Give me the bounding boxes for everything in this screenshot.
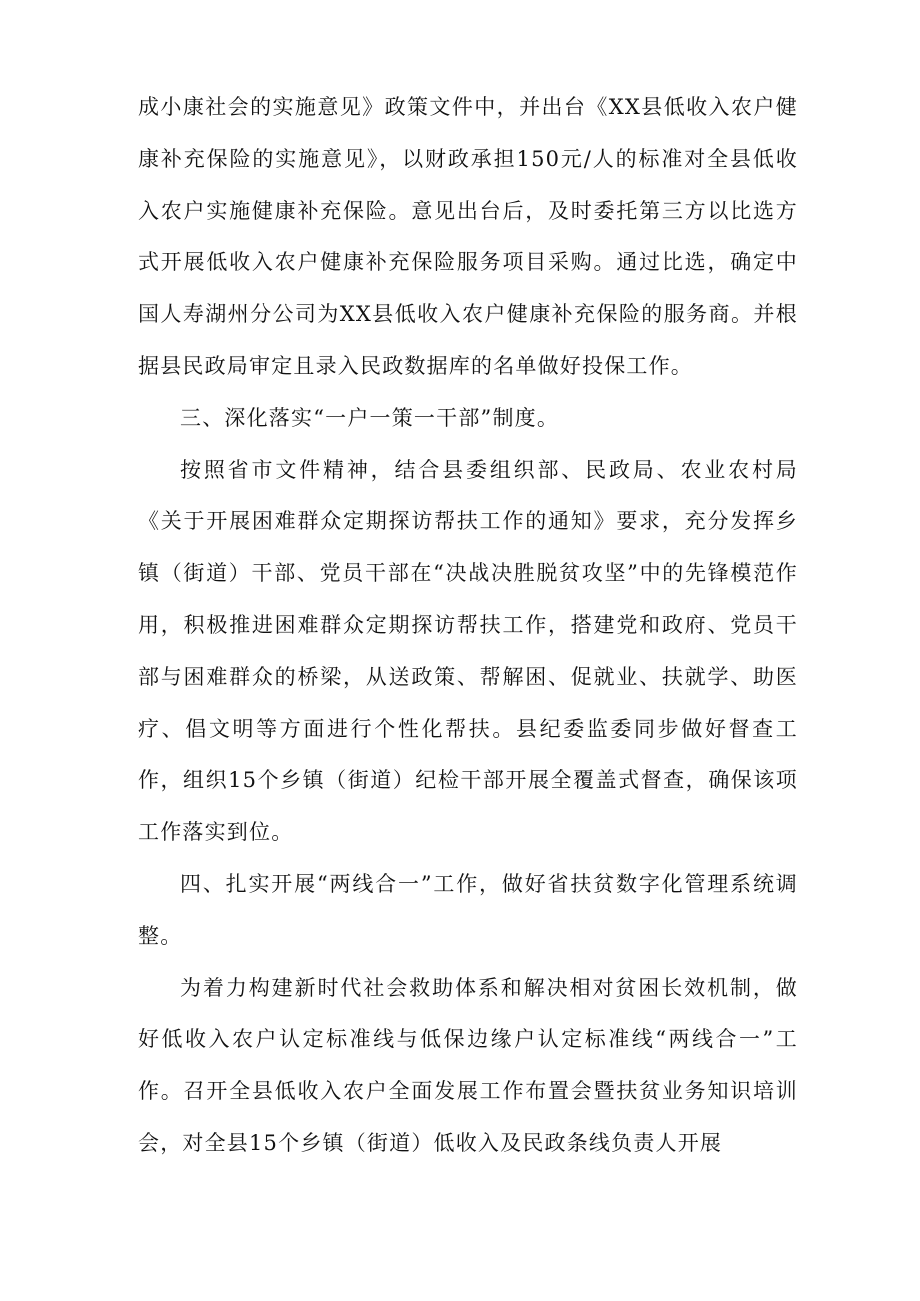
paragraph-two-lines-merge: 为着力构建新时代社会救助体系和解决相对贫困长效机制，做好低收入农户认定标准线与低保边缘户认定标准线“两线合一”工作。召开全县低收入农户全面发展工作布置会暨扶贫业务知识培训会，对全县15个乡镇（街道）低收入及民政条线负责人开展	[138, 975, 798, 1155]
document-page	[138, 82, 798, 1170]
section-heading-3: 三、深化落实“一户一策一干部”制度。	[180, 405, 560, 430]
paragraph-visit-assistance: 按照省市文件精神，结合县委组织部、民政局、农业农村局《关于开展困难群众定期探访帮扶工作的通知》要求，充分发挥乡镇（街道）干部、党员干部在“决战决胜脱贫攻坚”中的先锋模范作用，积极推进困难群众定期探访帮扶工作，搭建党和政府、党员干部与困难群众的桥梁，从送政策、帮解困、促就业、扶就学、助医疗、倡文明等方面进行个性化帮扶。县纪委监委同步做好督查工作，组织15个乡镇（街道）纪检干部开展全覆盖式督查，确保该项工作落实到位。	[138, 457, 798, 845]
section-heading-4: 四、扎实开展“两线合一”工作，做好省扶贫数字化管理系统调整。	[138, 871, 798, 948]
paragraph-insurance-continued: 成小康社会的实施意见》政策文件中，并出台《XX县低收入农户健康补充保险的实施意见》，以财政承担150元/人的标准对全县低收入农户实施健康补充保险。意见出台后，及时委托第三方以比选方式开展低收入农户健康补充保险服务项目采购。通过比选，确定中国人寿湖州分公司为XX县低收入农户健康补充保险的服务商。并根据县民政局审定且录入民政数据库的名单做好投保工作。	[138, 95, 798, 378]
